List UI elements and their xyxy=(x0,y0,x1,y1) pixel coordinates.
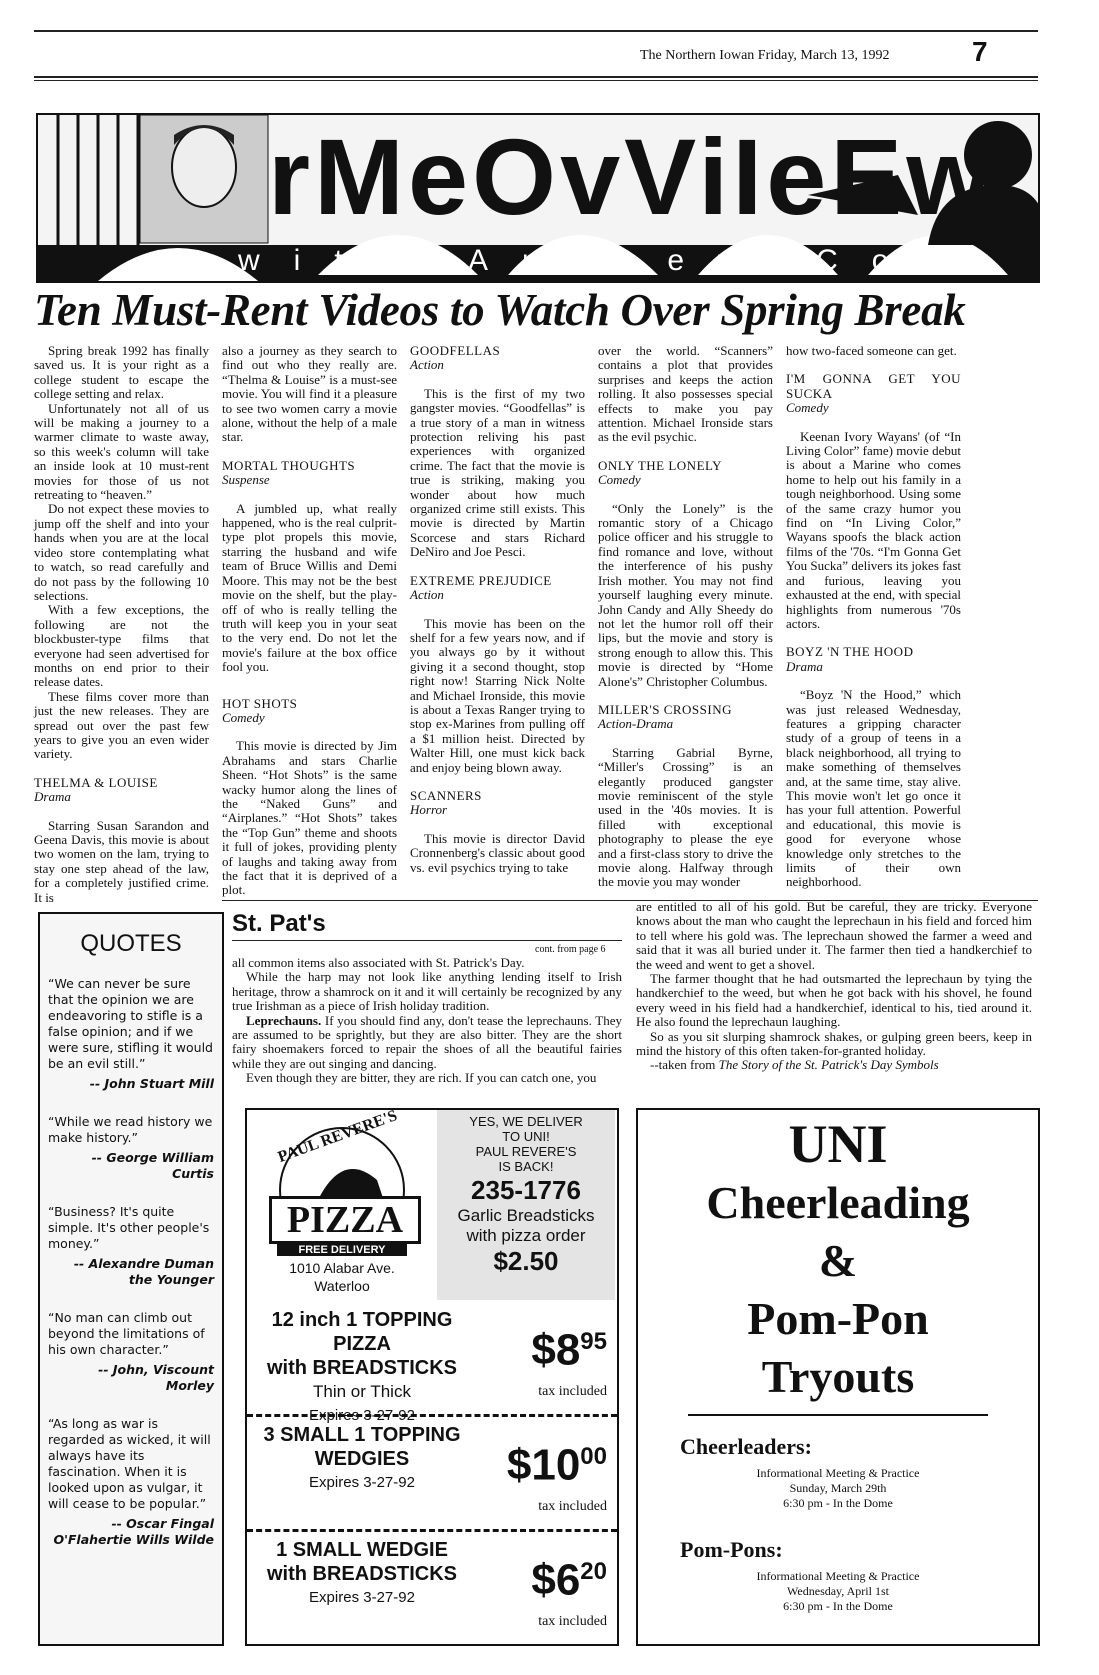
with-pizza: with pizza order xyxy=(466,1226,586,1245)
paragraph: how two-faced someone can get. xyxy=(786,343,957,358)
deal-expiry: Expires 3-27-92 xyxy=(309,1474,415,1491)
paragraph: This is the first of my two gangster movies. “Goodfellas” is a true story of a man in witness protection reliving his past experiences with organized crime. The fact that the movie is true is striking, making you wonder about how much organized crime still exists. This movie is directed by Martin Scorcese and stars Richard DeNiro and Joe Pesci. xyxy=(410,385,585,560)
movie-heading: MILLER'S CROSSING xyxy=(598,701,732,717)
running-head: The Northern Iowan Friday, March 13, 1992 xyxy=(640,48,890,63)
deal-line: with BREADSTICKS xyxy=(267,1357,457,1379)
paragraph: This movie is director David Cronnenberg's classic about good vs. evil psychics trying to take xyxy=(410,830,585,875)
quote-author: -- John Stuart Mill xyxy=(89,1076,214,1091)
deal-price xyxy=(531,1318,607,1375)
paragraph: This movie is directed by Jim Abrahams and stars Charlie Sheen. “Hot Shots” is the same wacky humor along the lines of the “Naked Guns” and “Airplanes.” “Hot Shots” takes the “Top Gun” theme and shoots it full of jokes, providing plenty of laughs and taking away from the fact that it is deprived of a plot. xyxy=(222,738,397,898)
quotes-title: QUOTES xyxy=(80,930,182,957)
deal-cents: 95 xyxy=(580,1328,607,1355)
stpat-credit-title: The Story of the St. Patrick's Day Symbols xyxy=(718,1057,939,1073)
cheer-line: Cheerleading xyxy=(706,1177,970,1228)
deal-cents: 20 xyxy=(580,1558,607,1585)
pizza-logo xyxy=(247,1107,437,1300)
headline: Ten Must-Rent Videos to Watch Over Spring Break xyxy=(34,285,966,335)
movie-genre: Comedy xyxy=(786,400,829,416)
deal-text xyxy=(247,1538,477,1610)
stpat-lead: Leprechauns. xyxy=(246,1012,322,1028)
promo-line: YES, WE DELIVER xyxy=(469,1114,583,1129)
paragraph: “Only the Lonely” is the romantic story of a Chicago police officer and his struggle to find romance and love, without the interference of his pushy Irish mother. You may not find yourself laughing every minute. John Candy and Ally Sheedy do not let the humor roll off their lips, but the movie and story is strong enough to allow this. This movie is directed by “Home Alone's” Christopher Columbus. xyxy=(598,500,773,689)
deal-expiry: Expires 3-27-92 xyxy=(309,1407,415,1424)
cheer-ad xyxy=(636,1108,1040,1646)
quote-author: -- Oscar Fingal O'Flahertie Wills Wilde xyxy=(53,1516,214,1547)
movie-genre: Drama xyxy=(34,789,71,805)
deal-line: 3 SMALL 1 TOPPING xyxy=(263,1424,461,1446)
banner-byline: with Andrew Cook xyxy=(238,244,1023,277)
stpat-column-2 xyxy=(636,900,1032,1073)
stpat-title: St. Pat's xyxy=(232,910,326,937)
movie-heading: GOODFELLAS xyxy=(410,343,501,358)
cheer-info: 6:30 pm - In the Dome xyxy=(783,1599,893,1613)
deal-dollars: $10 xyxy=(506,1440,581,1490)
stpat-credit: --taken from xyxy=(650,1057,719,1073)
paragraph: Do not expect these movies to jump off the shelf and into your hands when you are at the local video store contemplating what to watch, so read carefully and do not pass by the following 10 selections. xyxy=(34,501,209,603)
cheer-line: & xyxy=(818,1235,858,1286)
stpat-text: If you should find any, don't tease the leprechauns. They are assumed to be sprightly, but they are also bitter. They are the short fairy shoemakers forced to repair the shoes of all the beautiful fairies while they are out singing and dancing. xyxy=(232,1012,622,1071)
cheer-subhead: Cheerleaders: xyxy=(680,1434,812,1459)
promo-line: TO UNI! xyxy=(502,1129,550,1144)
paragraph: These films cover more than just the new releases. They are spread out over the past few years to give you an even wider variety. xyxy=(34,688,209,762)
free-delivery: FREE DELIVERY xyxy=(277,1244,407,1256)
cheer-line: Tryouts xyxy=(761,1351,915,1402)
pizza-brand: PAUL REVERE'S xyxy=(275,1107,400,1166)
paragraph: all common items also associated with St. Patrick's Day. xyxy=(232,955,525,970)
movie-genre: Drama xyxy=(786,658,823,674)
paragraph: are entitled to all of his gold. But be careful, they are tricky. Everyone knows about the man who caught the leprechaun in his field and forced him to tell where his gold was. The leprechaun showed the farmer a weed and said that it was all buried under it. The farmer then tied a handkerchief to the weed and went to get a shovel. xyxy=(636,899,1032,972)
author-photo-icon xyxy=(172,127,236,207)
column-1 xyxy=(34,344,209,905)
movie-heading: SCANNERS xyxy=(410,787,482,803)
deal-line: Thin or Thick xyxy=(313,1382,411,1401)
stpat-continued: cont. from page 6 xyxy=(535,944,606,955)
deal-line: 1 SMALL WEDGIE xyxy=(276,1539,448,1561)
column-4 xyxy=(598,344,773,890)
paragraph: So as you sit slurping shamrock shakes, or gulping green beers, keep in mind the history of this often taken-for-granted holiday. xyxy=(636,1028,1032,1059)
stpat-rule xyxy=(232,940,622,941)
pizza-ad xyxy=(245,1108,619,1646)
movie-heading: I'M GONNA GET YOU SUCKA xyxy=(786,371,961,401)
promo-line: IS BACK! xyxy=(498,1159,554,1174)
banner-title: rMeOvViIeEw xyxy=(268,116,995,237)
cheer-line: Pom-Pon xyxy=(747,1293,929,1344)
quote-text: “We can never be sure that the opinion we are endeavoring to stifle is a false opinion; and if we were sure, stifling it would be an evil still.” xyxy=(48,976,213,1071)
cheer-info: Wednesday, April 1st xyxy=(787,1584,889,1598)
paragraph: Spring break 1992 has finally saved us. It is your right as a college student to escape the college setting and relax. xyxy=(34,343,209,402)
deal-price xyxy=(507,1433,607,1490)
top-rule xyxy=(34,30,1038,32)
movie-heading: BOYZ 'N THE HOOD xyxy=(786,644,914,660)
movie-heading: ONLY THE LONELY xyxy=(598,457,723,473)
movie-heading: HOT SHOTS xyxy=(222,695,298,711)
pizza-deal xyxy=(247,1302,617,1424)
deal-expiry: Expires 3-27-92 xyxy=(309,1589,415,1606)
movie-review-banner xyxy=(36,113,1040,283)
cheer-info: Informational Meeting & Practice xyxy=(756,1466,920,1480)
deal-tax: tax included xyxy=(538,1384,607,1399)
pizza-address: 1010 Alabar Ave. xyxy=(289,1260,395,1276)
deal-dollars: $6 xyxy=(531,1555,581,1605)
quote-text: “Business? It's quite simple. It's other people's money.” xyxy=(48,1204,210,1251)
movie-heading: MORTAL THOUGHTS xyxy=(222,457,356,473)
movie-genre: Comedy xyxy=(598,472,641,488)
paragraph: over the world. “Scanners” contains a plot that provides surprises and keeps the action rolling. It also possesses special effects to make you pay attention. Michael Ironside stars as the evil psychic. xyxy=(598,343,773,445)
quote-author: -- George William Curtis xyxy=(91,1150,214,1181)
cheer-line: UNI xyxy=(788,1114,888,1174)
column-3 xyxy=(410,344,585,875)
paragraph: Keenan Ivory Wayans' (of “In Living Color” fame) movie debut is about a Marine who comes home to help out his family in a tough neighborhood. Using some of the same crazy humor you find on “In Living Color,” Wayans spoofs the black action films of the '70s. “I'm Gonna Get You Sucka” delivers its jokes fast and furious, leaving you exhausted at the end, with special highlights from numerous '70s actors. xyxy=(786,428,961,631)
quote-text: “No man can climb out beyond the limitations of his own character.” xyxy=(48,1310,205,1357)
quotes-box xyxy=(38,912,224,1646)
garlic-breadsticks: Garlic Breadsticks xyxy=(457,1206,595,1225)
pizza-phone: 235-1776 xyxy=(471,1175,581,1205)
deal-line: 12 inch 1 TOPPING PIZZA xyxy=(271,1309,453,1355)
paragraph: With a few exceptions, the following are not the blockbuster-type films that everyone had seen advertised for months on end prior to their release dates. xyxy=(34,602,209,690)
column-5 xyxy=(786,344,961,890)
pizza-deal xyxy=(247,1529,617,1644)
movie-heading: EXTREME PREJUDICE xyxy=(410,572,552,588)
header-rule-thin xyxy=(34,80,1038,81)
paragraph xyxy=(232,1014,622,1072)
promo-line: PAUL REVERE'S xyxy=(475,1144,577,1159)
header-rule xyxy=(34,76,1038,78)
pizza-deal xyxy=(247,1414,617,1529)
cheer-subhead: Pom-Pons: xyxy=(680,1537,783,1562)
paragraph: also a journey as they search to find out who they really are. “Thelma & Louise” is a must-see movie. You will find it a pleasure to see two women carry a movie alone, without the help of a male star. xyxy=(222,343,397,445)
paragraph: A jumbled up, what really happened, who is the real culprit-type plot propels this movie, starring the husband and wife team of Bruce Willis and Demi Moore. This may not be the best movie on the shelf, but the play-off of who is really telling the truth will keep you in your seat to the very end. Do not let the movie's failure at the box office fool you. xyxy=(222,500,397,675)
movie-genre: Comedy xyxy=(222,709,265,725)
page-number: 7 xyxy=(972,36,988,67)
paragraph: This movie has been on the shelf for a few years now, and if you always go by it without giving it a second thought, stop right now! Starring Nick Nolte and Michael Ironside, this movie is about a Texas Ranger trying to stop ex-Marines from pulling off a $1 million heist. Directed by Walter Hill, one must kick back and enjoy being blown away. xyxy=(410,615,585,775)
quote-item xyxy=(48,976,214,1092)
paragraph: Starring Susan Sarandon and Geena Davis, this movie is about two women on the lam, trying to stay one step ahead of the law, for a completely justified crime. It is xyxy=(34,817,209,905)
paragraph: “Boyz 'N the Hood,” which was just released Wednesday, features a gripping character study of a group of teens in a black neighborhood, all trying to make something of themselves and, at the same time, stay alive. This movie won't let go once it has your full attention. Powerful and educational, this movie is good for everyone whose knowledge only stretches to the limits of their own neighborhood. xyxy=(786,687,961,890)
paragraph: Starring Gabrial Byrne, “Miller's Crossing” is an elegantly produced gangster movie reminiscent of the style used in the '40s movies. It is filled with exceptional photography to please the eye and a first-class story to drive the movie along. Halfway through the movie you may wonder xyxy=(598,744,773,890)
paragraph: Unfortunately not all of us will be making a journey to a warmer climate to waste away, so this week's column will take an inside look at 10 must-rent movies for those of us not retreating to “heaven.” xyxy=(34,400,209,503)
movie-genre: Action xyxy=(410,587,444,603)
deal-text xyxy=(247,1423,477,1495)
deal-tax: tax included xyxy=(538,1614,607,1629)
paragraph: Even though they are bitter, they are rich. If you can catch one, you xyxy=(246,1070,597,1086)
deal-line: with BREADSTICKS xyxy=(267,1563,457,1585)
cheer-divider xyxy=(688,1414,988,1416)
stpat-column-1 xyxy=(232,956,622,1086)
deal-cents: 00 xyxy=(580,1443,607,1470)
movie-genre: Suspense xyxy=(222,472,270,488)
movie-genre: Action xyxy=(410,357,444,373)
quote-item xyxy=(48,1204,214,1288)
pizza-city: Waterloo xyxy=(314,1278,370,1294)
paragraph xyxy=(636,1058,1032,1072)
movie-heading: THELMA & LOUISE xyxy=(34,774,158,790)
cheer-info: 6:30 pm - In the Dome xyxy=(783,1496,893,1510)
quote-item xyxy=(48,1310,214,1394)
deal-line: WEDGIES xyxy=(314,1448,410,1470)
movie-genre: Action-Drama xyxy=(598,716,674,732)
quote-text: “As long as war is regarded as wicked, it will always have its fascination. When it is looked upon as vulgar, it will cease to be popular.” xyxy=(48,1416,211,1511)
quote-author: -- Alexandre Duman the Younger xyxy=(73,1256,214,1287)
quote-item xyxy=(48,1114,214,1182)
quote-text: “While we read history we make history.” xyxy=(48,1114,213,1145)
deal-price xyxy=(531,1548,607,1605)
paragraph: While the harp may not look like anything lending itself to Irish heritage, throw a shamrock on it and it will certainly be recognized by any true Irishman as a piece of Irish holiday tradition. xyxy=(232,969,622,1014)
garlic-price: $2.50 xyxy=(493,1246,559,1276)
movie-genre: Horror xyxy=(410,802,448,818)
deal-text xyxy=(247,1308,477,1428)
deal-tax: tax included xyxy=(538,1499,607,1514)
pizza-promo xyxy=(437,1110,615,1300)
pizza-wordmark: PIZZA xyxy=(269,1196,421,1244)
cheer-info: Informational Meeting & Practice xyxy=(756,1569,920,1583)
column-2 xyxy=(222,344,397,898)
quote-item xyxy=(48,1416,214,1548)
quote-author: -- John, Viscount Morley xyxy=(98,1362,214,1393)
paragraph: The farmer thought that he had outsmarted the leprechaun by tying the handkerchief to the weed, but when he got back with his shovel, he found every weed in his field had a handkerchief, identical to his, tied around it. He also found the leprechaun laughing. xyxy=(636,971,1032,1030)
cheer-info: Sunday, March 29th xyxy=(789,1481,887,1495)
deal-dollars: $8 xyxy=(531,1325,581,1375)
